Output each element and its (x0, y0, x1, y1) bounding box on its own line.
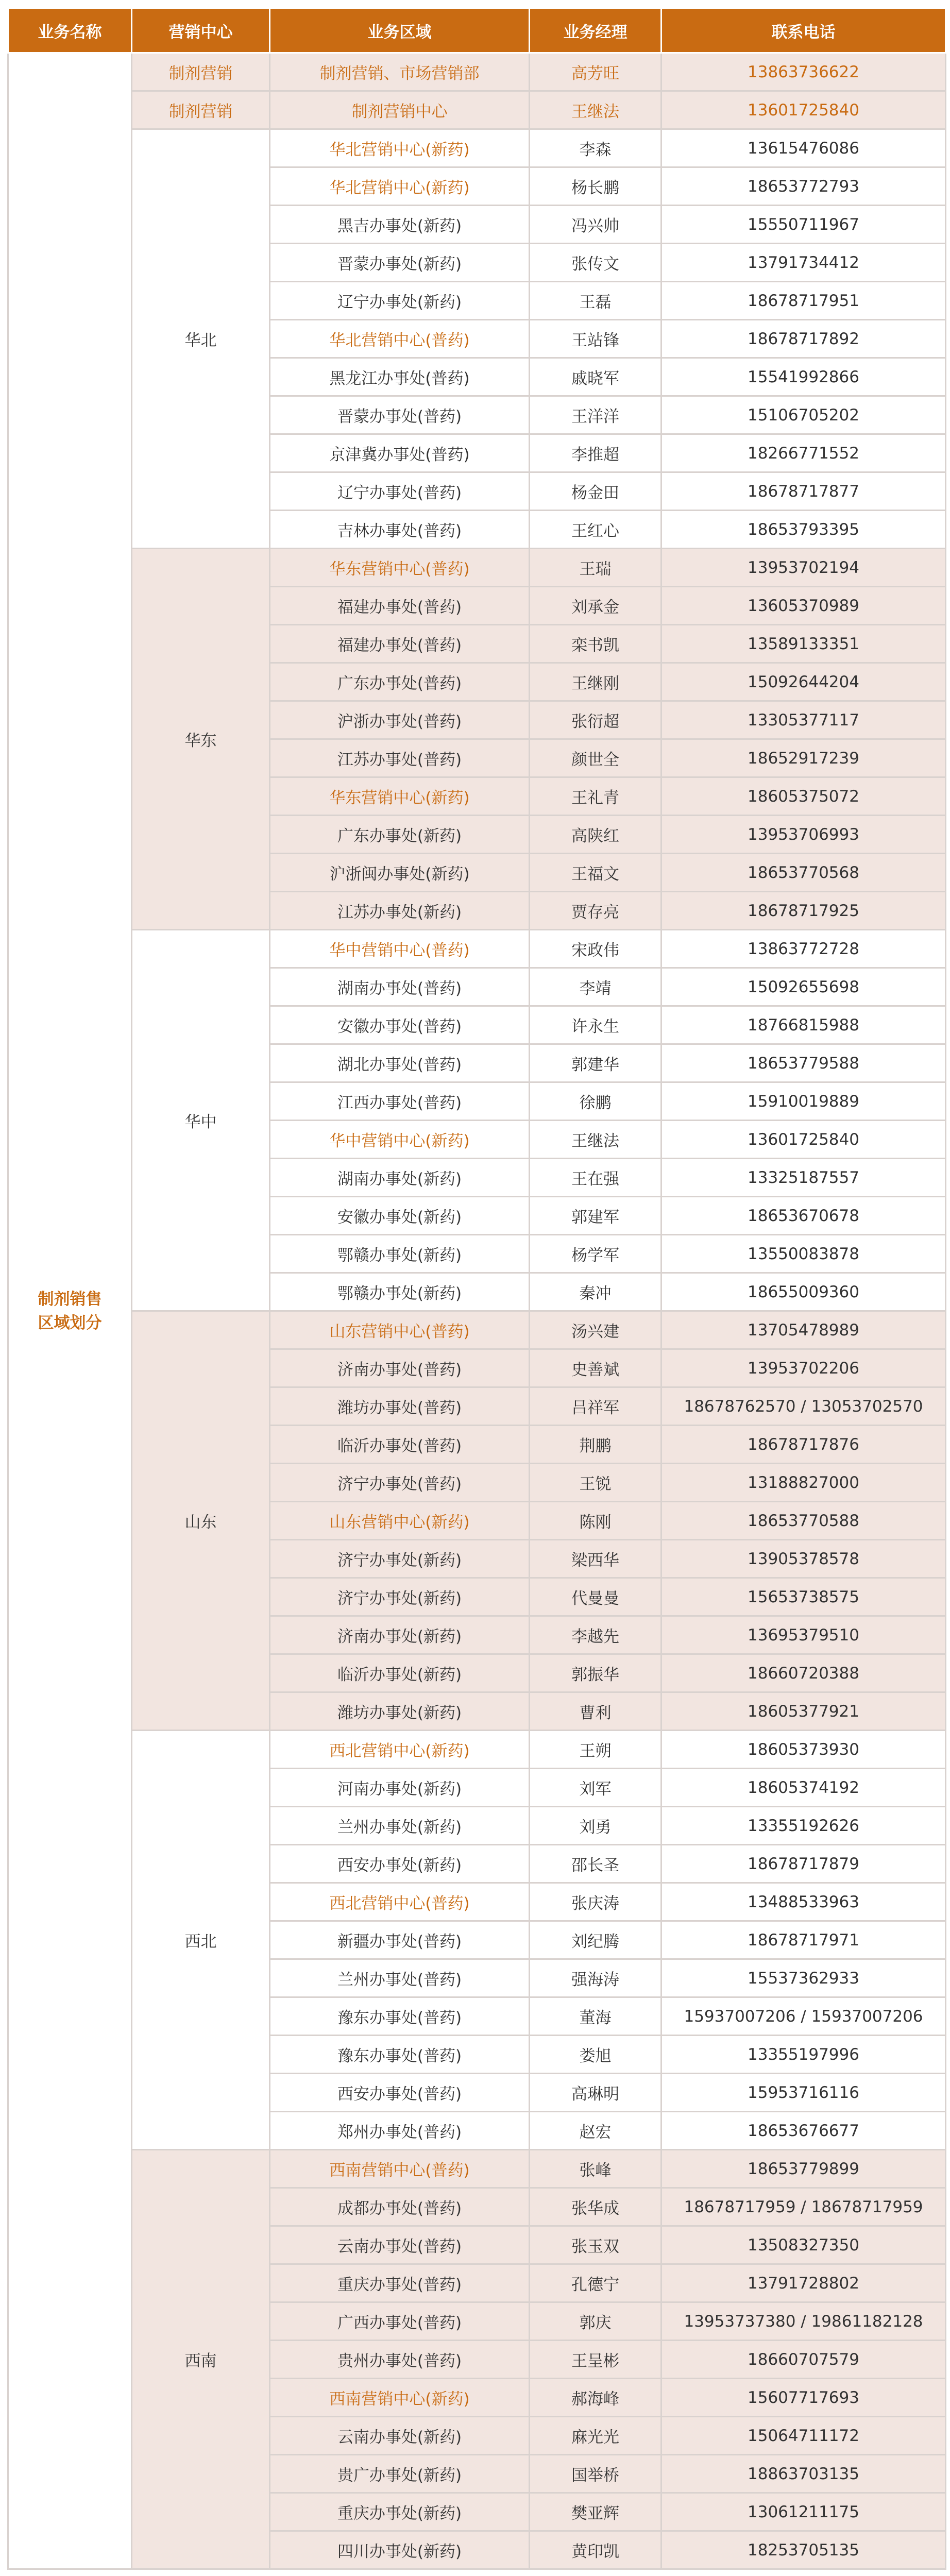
phone-cell: 18605377921 (661, 1692, 946, 1731)
phone-cell: 13508327350 (661, 2226, 946, 2264)
phone-cell: 18678717876 (661, 1426, 946, 1464)
phone-cell: 18653670678 (661, 1197, 946, 1235)
region-cell: 江苏办事处(新药) (270, 892, 530, 930)
region-cell: 河南办事处(新药) (270, 1769, 530, 1807)
phone-cell: 18653793395 (661, 511, 946, 549)
contact-table-container (7, 7, 945, 2570)
manager-cell: 宋政伟 (530, 930, 661, 968)
region-cell: 成都办事处(普药) (270, 2188, 530, 2226)
table-row (8, 129, 946, 167)
table-header-row (8, 8, 946, 53)
region-cell: 广东办事处(新药) (270, 816, 530, 854)
region-cell: 济南办事处(普药) (270, 1349, 530, 1387)
region-cell: 华北营销中心(新药) (270, 129, 530, 167)
region-cell: 晋蒙办事处(普药) (270, 396, 530, 434)
phone-cell: 18653770568 (661, 854, 946, 892)
region-cell: 鄂赣办事处(新药) (270, 1235, 530, 1273)
header-marketing-center: 营销中心 (132, 8, 270, 53)
manager-cell: 郝海峰 (530, 2379, 661, 2417)
region-cell: 黑吉办事处(新药) (270, 206, 530, 244)
region-cell: 湖南办事处(普药) (270, 968, 530, 1006)
manager-cell: 代曼曼 (530, 1578, 661, 1616)
phone-cell: 18655009360 (661, 1273, 946, 1311)
phone-cell: 13953702206 (661, 1349, 946, 1387)
phone-cell: 15064711172 (661, 2417, 946, 2455)
manager-cell: 李森 (530, 129, 661, 167)
table-row (8, 53, 946, 91)
manager-cell: 董海 (530, 1997, 661, 2036)
region-cell: 西北营销中心(普药) (270, 1883, 530, 1921)
manager-cell: 张庆涛 (530, 1883, 661, 1921)
table-row (8, 1311, 946, 1349)
header-business-region: 业务区域 (270, 8, 530, 53)
region-cell: 济南办事处(新药) (270, 1616, 530, 1654)
phone-cell: 18678717971 (661, 1921, 946, 1959)
manager-cell: 杨金田 (530, 472, 661, 511)
region-cell: 广东办事处(普药) (270, 663, 530, 701)
phone-cell: 13188827000 (661, 1464, 946, 1502)
manager-cell: 王礼青 (530, 777, 661, 816)
manager-cell: 王锐 (530, 1464, 661, 1502)
region-cell: 临沂办事处(新药) (270, 1654, 530, 1692)
manager-cell: 张华成 (530, 2188, 661, 2226)
sales-region-table (7, 7, 946, 2570)
manager-cell: 栾书凯 (530, 625, 661, 663)
manager-cell: 吕祥军 (530, 1387, 661, 1426)
phone-cell: 15910019889 (661, 1082, 946, 1121)
manager-cell: 曹利 (530, 1692, 661, 1731)
region-cell: 沪浙办事处(普药) (270, 701, 530, 739)
phone-cell: 13695379510 (661, 1616, 946, 1654)
marketing-center-cell: 华北 (132, 129, 270, 549)
region-cell: 晋蒙办事处(新药) (270, 244, 530, 282)
marketing-center-cell: 西南 (132, 2150, 270, 2569)
manager-cell: 王朔 (530, 1731, 661, 1769)
region-cell: 华中营销中心(新药) (270, 1121, 530, 1159)
region-cell: 云南办事处(普药) (270, 2226, 530, 2264)
phone-cell: 18660707579 (661, 2341, 946, 2379)
phone-cell: 13791728802 (661, 2264, 946, 2302)
region-cell: 四川办事处(新药) (270, 2531, 530, 2569)
phone-cell: 13325187557 (661, 1159, 946, 1197)
region-cell: 华中营销中心(普药) (270, 930, 530, 968)
manager-cell: 郭建军 (530, 1197, 661, 1235)
manager-cell: 郭建华 (530, 1044, 661, 1082)
phone-cell: 18660720388 (661, 1654, 946, 1692)
manager-cell: 刘承金 (530, 587, 661, 625)
phone-cell: 18653779588 (661, 1044, 946, 1082)
manager-cell: 高芳旺 (530, 53, 661, 91)
region-cell: 兰州办事处(普药) (270, 1959, 530, 1997)
manager-cell: 王站锋 (530, 320, 661, 358)
region-cell: 潍坊办事处(普药) (270, 1387, 530, 1426)
marketing-center-cell: 华中 (132, 930, 270, 1311)
manager-cell: 黄印凯 (530, 2531, 661, 2569)
region-cell: 豫东办事处(普药) (270, 1997, 530, 2036)
phone-cell: 13953702194 (661, 549, 946, 587)
manager-cell: 荆鹏 (530, 1426, 661, 1464)
region-cell: 华北营销中心(普药) (270, 320, 530, 358)
phone-cell: 15937007206 / 15937007206 (661, 1997, 946, 2036)
region-cell: 制剂营销、市场营销部 (270, 53, 530, 91)
region-cell: 济宁办事处(新药) (270, 1540, 530, 1578)
phone-cell: 13355192626 (661, 1807, 946, 1845)
header-business-name: 业务名称 (8, 8, 132, 53)
manager-cell: 史善斌 (530, 1349, 661, 1387)
phone-cell: 18653772793 (661, 167, 946, 206)
region-cell: 重庆办事处(新药) (270, 2493, 530, 2531)
manager-cell: 杨学军 (530, 1235, 661, 1273)
manager-cell: 戚晓军 (530, 358, 661, 396)
manager-cell: 高琳明 (530, 2074, 661, 2112)
phone-cell: 13305377117 (661, 701, 946, 739)
table-row (8, 1731, 946, 1769)
phone-cell: 18605373930 (661, 1731, 946, 1769)
manager-cell: 陈刚 (530, 1502, 661, 1540)
phone-cell: 18653676677 (661, 2112, 946, 2150)
region-cell: 豫东办事处(普药) (270, 2036, 530, 2074)
region-cell: 沪浙闽办事处(新药) (270, 854, 530, 892)
region-cell: 福建办事处(普药) (270, 625, 530, 663)
manager-cell: 郭振华 (530, 1654, 661, 1692)
manager-cell: 王在强 (530, 1159, 661, 1197)
region-cell: 福建办事处(普药) (270, 587, 530, 625)
phone-cell: 13550083878 (661, 1235, 946, 1273)
manager-cell: 樊亚辉 (530, 2493, 661, 2531)
manager-cell: 张衍超 (530, 701, 661, 739)
manager-cell: 王继刚 (530, 663, 661, 701)
phone-cell: 13705478989 (661, 1311, 946, 1349)
manager-cell: 国举桥 (530, 2455, 661, 2493)
manager-cell: 刘勇 (530, 1807, 661, 1845)
region-cell: 辽宁办事处(新药) (270, 282, 530, 320)
region-cell: 江苏办事处(普药) (270, 739, 530, 777)
manager-cell: 秦冲 (530, 1273, 661, 1311)
region-cell: 西安办事处(普药) (270, 2074, 530, 2112)
region-cell: 京津冀办事处(普药) (270, 434, 530, 472)
manager-cell: 邵长圣 (530, 1845, 661, 1883)
phone-cell: 15953716116 (661, 2074, 946, 2112)
region-cell: 贵州办事处(普药) (270, 2341, 530, 2379)
region-cell: 西安办事处(新药) (270, 1845, 530, 1883)
phone-cell: 18678717951 (661, 282, 946, 320)
manager-cell: 王呈彬 (530, 2341, 661, 2379)
table-row (8, 91, 946, 129)
region-cell: 华北营销中心(新药) (270, 167, 530, 206)
phone-cell: 13953706993 (661, 816, 946, 854)
phone-cell: 13601725840 (661, 1121, 946, 1159)
manager-cell: 张峰 (530, 2150, 661, 2188)
region-cell: 吉林办事处(普药) (270, 511, 530, 549)
region-cell: 兰州办事处(新药) (270, 1807, 530, 1845)
manager-cell: 高陕红 (530, 816, 661, 854)
phone-cell: 18605374192 (661, 1769, 946, 1807)
manager-cell: 李推超 (530, 434, 661, 472)
phone-cell: 13615476086 (661, 129, 946, 167)
region-cell: 鄂赣办事处(新药) (270, 1273, 530, 1311)
marketing-center-cell: 制剂营销 (132, 53, 270, 91)
region-cell: 湖北办事处(普药) (270, 1044, 530, 1082)
region-cell: 山东营销中心(普药) (270, 1311, 530, 1349)
phone-cell: 18678762570 / 13053702570 (661, 1387, 946, 1426)
region-cell: 制剂营销中心 (270, 91, 530, 129)
phone-cell: 15092644204 (661, 663, 946, 701)
manager-cell: 郭庆 (530, 2302, 661, 2341)
region-cell: 重庆办事处(普药) (270, 2264, 530, 2302)
phone-cell: 13601725840 (661, 91, 946, 129)
business-name-cell: 制剂销售 区域划分 (8, 53, 132, 2569)
phone-cell: 13061211175 (661, 2493, 946, 2531)
manager-cell: 冯兴帅 (530, 206, 661, 244)
phone-cell: 13488533963 (661, 1883, 946, 1921)
manager-cell: 孔德宁 (530, 2264, 661, 2302)
manager-cell: 梁西华 (530, 1540, 661, 1578)
manager-cell: 刘军 (530, 1769, 661, 1807)
phone-cell: 15541992866 (661, 358, 946, 396)
manager-cell: 刘纪腾 (530, 1921, 661, 1959)
phone-cell: 15537362933 (661, 1959, 946, 1997)
manager-cell: 王继法 (530, 1121, 661, 1159)
manager-cell: 王继法 (530, 91, 661, 129)
phone-cell: 15106705202 (661, 396, 946, 434)
region-cell: 华东营销中心(新药) (270, 777, 530, 816)
region-cell: 西南营销中心(普药) (270, 2150, 530, 2188)
manager-cell: 汤兴建 (530, 1311, 661, 1349)
manager-cell: 许永生 (530, 1006, 661, 1044)
marketing-center-cell: 华东 (132, 549, 270, 930)
manager-cell: 张传文 (530, 244, 661, 282)
region-cell: 湖南办事处(新药) (270, 1159, 530, 1197)
region-cell: 黑龙江办事处(普药) (270, 358, 530, 396)
marketing-center-cell: 山东 (132, 1311, 270, 1731)
region-cell: 郑州办事处(普药) (270, 2112, 530, 2150)
region-cell: 安徽办事处(新药) (270, 1197, 530, 1235)
manager-cell: 王磊 (530, 282, 661, 320)
phone-cell: 13953737380 / 19861182128 (661, 2302, 946, 2341)
header-contact-phone: 联系电话 (661, 8, 946, 53)
region-cell: 西南营销中心(新药) (270, 2379, 530, 2417)
table-row (8, 2150, 946, 2188)
phone-cell: 15607717693 (661, 2379, 946, 2417)
manager-cell: 王洋洋 (530, 396, 661, 434)
phone-cell: 18678717879 (661, 1845, 946, 1883)
manager-cell: 李靖 (530, 968, 661, 1006)
region-cell: 潍坊办事处(新药) (270, 1692, 530, 1731)
region-cell: 江西办事处(普药) (270, 1082, 530, 1121)
phone-cell: 18863703135 (661, 2455, 946, 2493)
phone-cell: 15092655698 (661, 968, 946, 1006)
phone-cell: 15550711967 (661, 206, 946, 244)
header-business-manager: 业务经理 (530, 8, 661, 53)
manager-cell: 杨长鹏 (530, 167, 661, 206)
phone-cell: 18678717877 (661, 472, 946, 511)
manager-cell: 贾存亮 (530, 892, 661, 930)
phone-cell: 18678717892 (661, 320, 946, 358)
marketing-center-cell: 西北 (132, 1731, 270, 2150)
phone-cell: 18678717925 (661, 892, 946, 930)
phone-cell: 13605370989 (661, 587, 946, 625)
phone-cell: 18266771552 (661, 434, 946, 472)
phone-cell: 15653738575 (661, 1578, 946, 1616)
table-row (8, 549, 946, 587)
phone-cell: 18653779899 (661, 2150, 946, 2188)
region-cell: 山东营销中心(新药) (270, 1502, 530, 1540)
phone-cell: 13863736622 (661, 53, 946, 91)
phone-cell: 13355197996 (661, 2036, 946, 2074)
manager-cell: 颜世全 (530, 739, 661, 777)
region-cell: 临沂办事处(普药) (270, 1426, 530, 1464)
phone-cell: 13589133351 (661, 625, 946, 663)
manager-cell: 娄旭 (530, 2036, 661, 2074)
phone-cell: 18605375072 (661, 777, 946, 816)
phone-cell: 18678717959 / 18678717959 (661, 2188, 946, 2226)
manager-cell: 徐鹏 (530, 1082, 661, 1121)
phone-cell: 18652917239 (661, 739, 946, 777)
region-cell: 华东营销中心(普药) (270, 549, 530, 587)
manager-cell: 王红心 (530, 511, 661, 549)
table-body (8, 53, 946, 2569)
manager-cell: 王瑞 (530, 549, 661, 587)
region-cell: 济宁办事处(普药) (270, 1464, 530, 1502)
phone-cell: 18653770588 (661, 1502, 946, 1540)
table-row (8, 930, 946, 968)
manager-cell: 麻光光 (530, 2417, 661, 2455)
manager-cell: 王福文 (530, 854, 661, 892)
region-cell: 济宁办事处(新药) (270, 1578, 530, 1616)
manager-cell: 张玉双 (530, 2226, 661, 2264)
region-cell: 新疆办事处(普药) (270, 1921, 530, 1959)
phone-cell: 18766815988 (661, 1006, 946, 1044)
region-cell: 云南办事处(新药) (270, 2417, 530, 2455)
manager-cell: 赵宏 (530, 2112, 661, 2150)
marketing-center-cell: 制剂营销 (132, 91, 270, 129)
phone-cell: 13791734412 (661, 244, 946, 282)
manager-cell: 强海涛 (530, 1959, 661, 1997)
manager-cell: 李越先 (530, 1616, 661, 1654)
phone-cell: 18253705135 (661, 2531, 946, 2569)
region-cell: 安徽办事处(普药) (270, 1006, 530, 1044)
region-cell: 贵广办事处(新药) (270, 2455, 530, 2493)
phone-cell: 13905378578 (661, 1540, 946, 1578)
region-cell: 西北营销中心(新药) (270, 1731, 530, 1769)
phone-cell: 13863772728 (661, 930, 946, 968)
region-cell: 广西办事处(普药) (270, 2302, 530, 2341)
region-cell: 辽宁办事处(普药) (270, 472, 530, 511)
